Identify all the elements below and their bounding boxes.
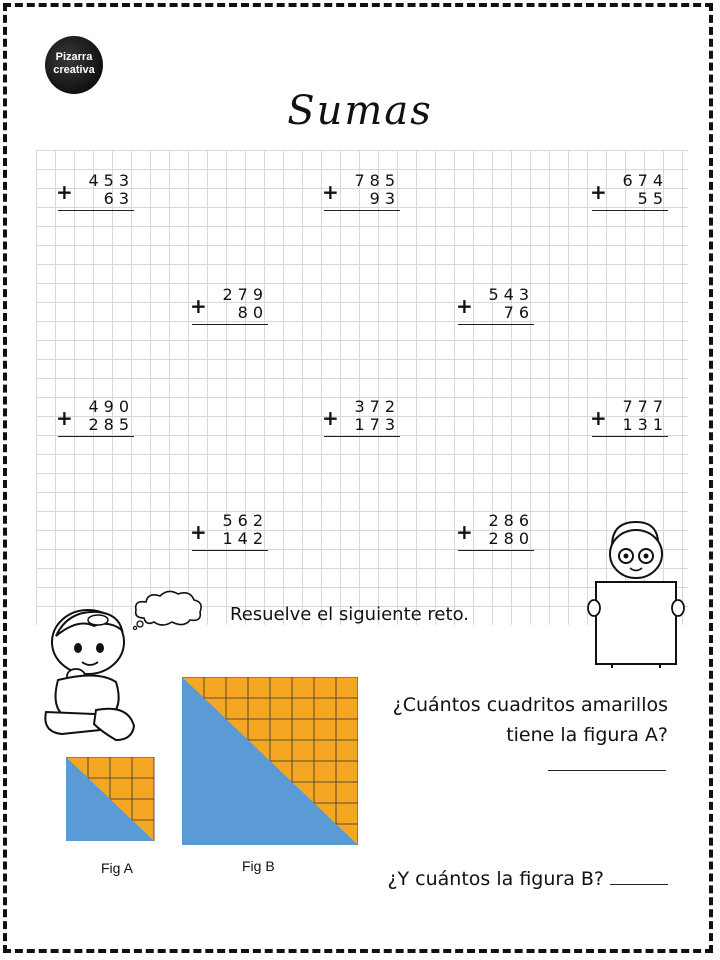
addend-bottom: 131	[622, 415, 668, 434]
challenge-instruction: Resuelve el siguiente reto.	[230, 604, 469, 625]
addend-top: 543	[488, 285, 534, 304]
sum-line	[324, 210, 400, 211]
sum-line	[324, 436, 400, 437]
question1-line1: ¿Cuántos cuadritos amarillos	[392, 694, 668, 716]
addend-top: 785	[354, 171, 400, 190]
plus-sign: +	[456, 294, 473, 318]
plus-sign: +	[590, 406, 607, 430]
sum-line	[458, 324, 534, 325]
addend-top: 674	[622, 171, 668, 190]
sum-line	[458, 550, 534, 551]
plus-sign: +	[56, 180, 73, 204]
thinking-kid-illustration	[38, 600, 158, 750]
question-figure-a	[393, 690, 668, 750]
addend-top: 372	[354, 397, 400, 416]
plus-sign: +	[190, 520, 207, 544]
addend-bottom: 285	[88, 415, 134, 434]
addend-bottom: 280	[488, 529, 534, 548]
question-figure-b	[387, 866, 668, 890]
plus-sign: +	[190, 294, 207, 318]
pizarra-creativa-logo	[45, 36, 103, 94]
sum-line	[58, 210, 134, 211]
addend-top: 286	[488, 511, 534, 530]
logo-line1: Pizarra	[55, 51, 93, 63]
question2-text: ¿Y cuántos la figura B?	[387, 868, 604, 890]
sum-line	[192, 550, 268, 551]
addend-bottom: 63	[103, 189, 134, 208]
figure-a	[66, 757, 156, 841]
plus-sign: +	[322, 406, 339, 430]
addend-bottom: 142	[222, 529, 268, 548]
plus-sign: +	[590, 180, 607, 204]
answer-blank-a[interactable]	[548, 770, 666, 771]
addend-top: 490	[88, 397, 134, 416]
sum-line	[592, 436, 668, 437]
fig-a-label: Fig A	[101, 860, 133, 876]
addend-bottom: 173	[354, 415, 400, 434]
kid-holding-sign-illustration	[586, 518, 686, 668]
sum-line	[592, 210, 668, 211]
plus-sign: +	[56, 406, 73, 430]
addend-bottom: 80	[237, 303, 268, 322]
fig-b-label: Fig B	[242, 858, 275, 874]
plus-sign: +	[322, 180, 339, 204]
logo-line2: creativa	[53, 64, 95, 76]
page-title: Sumas	[287, 88, 433, 134]
addend-top: 777	[622, 397, 668, 416]
sum-line	[192, 324, 268, 325]
addend-top: 279	[222, 285, 268, 304]
addend-top: 453	[88, 171, 134, 190]
plus-sign: +	[456, 520, 473, 544]
sum-line	[58, 436, 134, 437]
answer-blank-b[interactable]	[610, 866, 668, 885]
addend-bottom: 55	[637, 189, 668, 208]
addend-bottom: 76	[503, 303, 534, 322]
question1-line2: tiene la figura A?	[506, 724, 668, 746]
addend-top: 562	[222, 511, 268, 530]
addend-bottom: 93	[369, 189, 400, 208]
figure-b	[182, 677, 358, 845]
